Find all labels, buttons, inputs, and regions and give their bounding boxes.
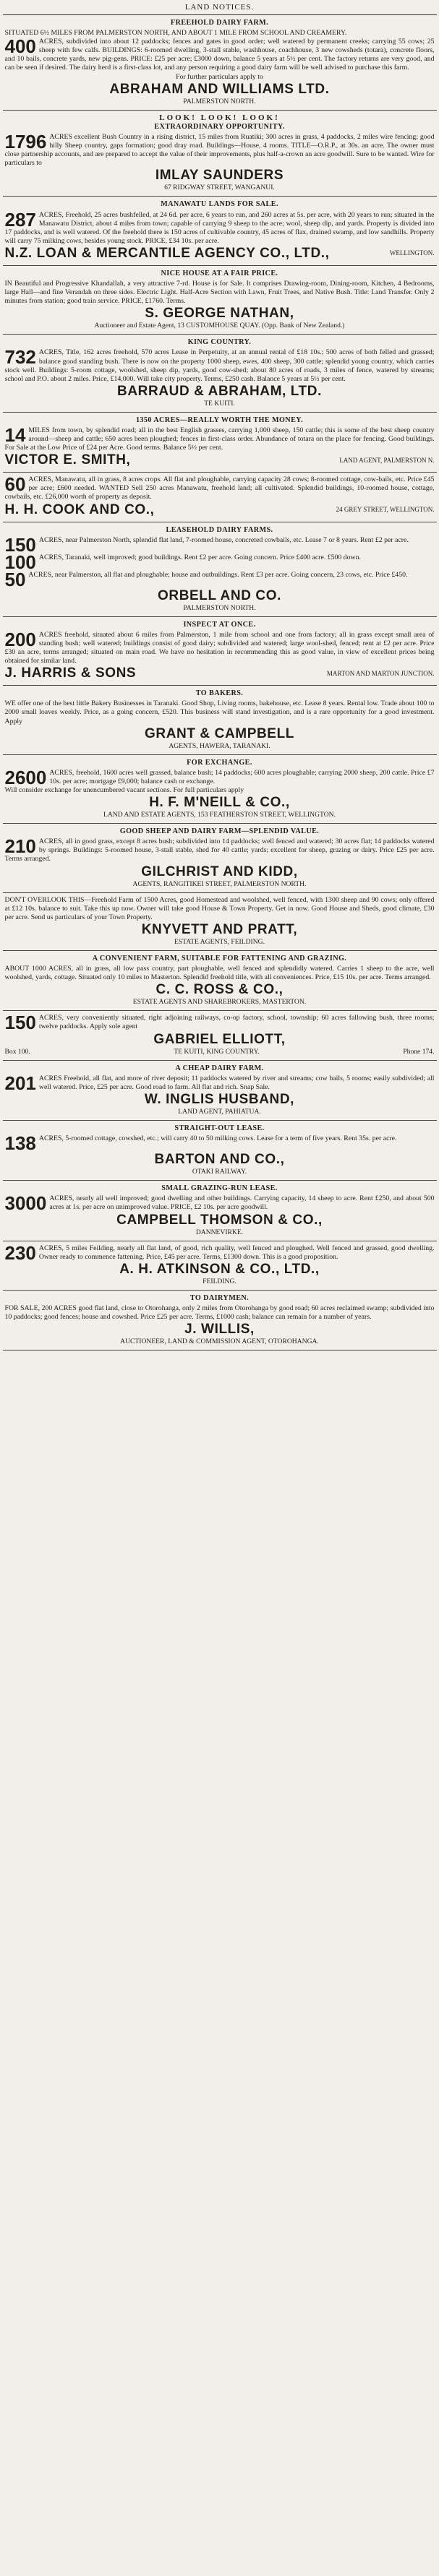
ad-firm-name: IMLAY SAUNDERS (155, 168, 284, 184)
ad-firm-name: ABRAHAM AND WILLIAMS LTD. (109, 81, 330, 97)
ad-acreage: 2600 (4, 766, 47, 788)
ad-body (5, 348, 435, 383)
ad-firm-name: H. F. M'NEILL & CO., (149, 795, 290, 811)
ad-header: FREEHOLD DAIRY FARM. (170, 19, 269, 27)
ad-body (4, 35, 435, 72)
ad-firm-location: MARTON AND MARTON JUNCTION. (326, 669, 435, 677)
ad-body (5, 475, 435, 501)
ad-header: A CONVENIENT FARM, SUITABLE FOR FATTENING AND GRAZING. (92, 955, 347, 962)
ad-body-text: ACRES, Freehold, 25 acres bushfelled, at 24 6d. per acre, 6 years to run, and 260 acres at 5s. per acre, with 20 years to run; situated in the Manawatu District, about 4 miles from town; capable of carrying 9 sheep to the acre; wool, sheep dip, and yards. Property is divided into 17 paddocks, and is well watered. Of the freehold there is 150 acres of cultivable country, 45 acres of flax, drained swamp, and low sandhills. Property will carry 75 milking cows, besides young stock. PRICE, £34 10s. per acre. (4, 210, 435, 245)
column-header: LAND NOTICES. (3, 3, 437, 15)
ad-acreage: 150 (4, 533, 36, 556)
ad-body (5, 837, 435, 863)
ad-acreage: 732 (4, 346, 36, 369)
ad-manawatu-sale (3, 197, 437, 265)
ad-body-text: DON'T OVERLOOK THIS—Freehold Farm of 1500 Acres, good Homestead and woolshed, well fenced, with 1300 sheep and 90 cows; only offered at £12 10s. balance to suit. Take this up now. Owner will take good House & Town Property. Get in now. Good House and Sheds, good climate, £30 per acre. Send us particulars of your Town Property. (4, 895, 435, 921)
ad-acreage: 1796 (4, 130, 47, 152)
ad-king-country-2 (3, 1011, 437, 1060)
ad-body-text: WE offer one of the best little Bakery Businesses in Taranaki. Good Shop, Living rooms, bakehouse, etc. Lease 8 years. Rental low. Trade about 100 to 2000 small loaves weekly. Price, as a going concern, £520. This business will stand investigation, and is a rare opportunity for a good investment. Apply (4, 699, 435, 725)
ad-firm-row (5, 452, 435, 468)
ad-body (5, 1304, 435, 1322)
ad-small-grazing (3, 1181, 437, 1241)
ad-body (5, 896, 435, 922)
ad-header: FOR EXCHANGE. (187, 758, 252, 767)
ad-address: 67 RIDGWAY STREET, WANGANUI. (164, 184, 275, 192)
ad-intro: SITUATED 6½ MILES FROM PALMERSTON NORTH, AND ABOUT 1 MILE FROM SCHOOL AND CREAMERY. (4, 29, 347, 38)
ad-firm-name: N.Z. LOAN & MERCANTILE AGENCY CO., LTD., (4, 245, 330, 261)
ad-firm-name: A. H. ATKINSON & CO., LTD., (119, 1261, 320, 1277)
ad-manawatu-crop (3, 473, 437, 522)
ad-dont-overlook (3, 893, 437, 951)
ad-body-text: ACRES Freehold, all flat, and more of river deposit; 11 paddocks watered by river and streams; cow bails, 5 rooms; easily subdivided; all well watered. Price, £25 per acre. Good road to farm. All flat and rich. Snap Sale. (38, 1074, 435, 1091)
ad-body (5, 699, 435, 725)
ad-firm-name: GILCHRIST AND KIDD, (141, 863, 298, 879)
ad-bakers (3, 686, 437, 754)
ad-header: INSPECT AT ONCE. (183, 620, 256, 629)
ad-header: A CHEAP DAIRY FARM. (175, 1064, 264, 1072)
ad-address: DANNEVIRKE. (195, 1228, 244, 1236)
ad-firm-name: BARTON AND CO., (154, 1152, 285, 1168)
ad-body-text: ACRES, very conveniently situated, right adjoining railways, co-op factory, school, township; 60 acres fallowing bush, three rooms; twelve paddocks. Apply sole agent (38, 1014, 435, 1031)
ad-body-extra: Will consider exchange for unencumbered vacant sections. For full particulars apply (4, 785, 244, 794)
ad-acreage: 50 (4, 568, 26, 590)
ad-contact-part: TE KUITI, KING COUNTRY. (174, 1047, 260, 1056)
ad-fattening (3, 951, 437, 1011)
ad-body-text: IN Beautiful and Progressive Khandallah, a very attractive 7-rd. House is for Sale. It comprises Drawing-room, Dining-room, Kitchen, 4 Bedrooms, large Hall—and fine Verandah on three sides. Electric Light. Half-Acre Section with Lawn, Fruit Trees, and Native Bush. Title: Land Transfer. Only 2 minutes from station; good train service. PRICE, £1760. Terms. (4, 279, 435, 306)
ad-firm-name: W. INGLIS HUSBAND, (144, 1091, 295, 1107)
ad-row (4, 533, 435, 556)
ad-firm-name: H. H. COOK AND CO., (4, 501, 155, 517)
ad-body-text: ACRES freehold, situated about 6 miles from Palmerston, 1 mile from school and one from factory; all in grass except small area of standing bush; well watered; buildings consist of good dairy; subdivided and watered; large wool-shed, fenced; rent at £2 per acre. Price £30 an acre, terms arranged; situated on main road. We have no hesitation in recommending this as good value, in view of excellent prices being obtained for similar land. (4, 630, 435, 665)
ad-acreage: 201 (4, 1072, 36, 1094)
ad-address: PALMERSTON NORTH. (183, 603, 256, 612)
ad-header: SMALL GRAZING-RUN LEASE. (161, 1184, 278, 1193)
ad-body (4, 766, 435, 788)
ad-header: EXTRAORDINARY OPPORTUNITY. (154, 122, 285, 131)
ad-body-text: ACRES, 5-roomed cottage, cowshed, etc.; will carry 40 to 50 milking cows. Lease for a term of five years. Rent 35s. per acre. (38, 1134, 397, 1143)
ad-acreage: 138 (4, 1132, 36, 1155)
ad-contact-part: Box 100. (4, 1047, 30, 1056)
ad-address: AUCTIONEER, LAND & COMMISSION AGENT, OTOROHANGA. (120, 1337, 319, 1346)
ad-firm-location: LAND AGENT, PALMERSTON N. (339, 456, 435, 464)
ad-firm-name: KNYVETT AND PRATT, (141, 921, 298, 937)
ad-header: TO BAKERS. (195, 689, 244, 698)
ad-firm-name: GABRIEL ELLIOTT, (153, 1031, 286, 1047)
ad-acreage: 230 (4, 1241, 36, 1264)
ad-row-text: ACRES, Taranaki, well improved; good buildings. Rent £2 per acre. Going concern. Price £400 acre. £500 down. (38, 553, 361, 561)
ad-acreage: 400 (4, 35, 36, 58)
ad-acreage: 287 (4, 208, 36, 231)
ad-contact: For further particulars apply to (176, 72, 263, 81)
ad-cheap-dairy (3, 1061, 437, 1121)
ad-body (4, 1132, 435, 1155)
ad-firm-name: S. GEORGE NATHAN, (145, 306, 294, 322)
ad-acreage: 200 (4, 628, 36, 650)
ad-address: TE KUITI. (204, 399, 235, 408)
ad-address: LAND AND ESTATE AGENTS, 153 FEATHERSTON STREET, WELLINGTON. (103, 811, 336, 819)
ad-nice-house (3, 266, 437, 335)
ad-body-text: ACRES, Manawatu, all in grass, 8 acres crops. All flat and ploughable, carrying capacity 28 cows; 8-roomed cottage, cow-bails, etc. Price £45 per acre; £600 needed. WANTED Sell 250 acres Manawatu, freehold land; all cultivated. Splendid buildings, 10-roomed house, cottage, cowbails, etc. £26,000 worth of property as deposit. (4, 475, 435, 501)
ad-dairymen (3, 1291, 437, 1351)
ad-exchange (3, 755, 437, 824)
ad-body-text: ACRES, freehold, 1600 acres well grassed, balance bush; 14 paddocks; 600 acres ploughable; carrying 2000 sheep, 200 cattle. Price £7 10s. per acre; mortgage £9,000; balance cash or exchange. (49, 768, 435, 785)
ad-firm-name: GRANT & CAMPBELL (145, 725, 294, 741)
ad-body-text: ACRES excellent Bush Country in a rising district, 15 miles from Ruatiki; 300 acres in grass, 4 paddocks, 2 miles wire fencing; good hilly Sheep country, gaps formation; good dray road. Buildings—House, 4 rooms. TITLE—O.R.P., at 30s. an acre. The owner must close partnership accounts, and are prepared to accept the value of their improvements, plus half-a-crown an acre goodwill. Sure to be wanted. Wire for particulars to (4, 132, 435, 168)
ad-firm-name: ORBELL AND CO. (158, 587, 281, 603)
ad-header: 1350 ACRES—REALLY WORTH THE MONEY. (135, 415, 304, 424)
ad-address: FEILDING. (203, 1277, 236, 1285)
ad-body-text: ABOUT 1000 ACRES, all in grass, all low pass country, part ploughable, well fenced and splendidly watered. Carries 1 sheep to the acre, well woolshed, yards, cottage. Situated only 10 miles to Masterton. Splendid freehold title, with all conveniences. Price, £15 10s. per acre. Terms arranged. (4, 965, 435, 982)
ad-king-country (3, 335, 437, 413)
ad-header: STRAIGHT-OUT LEASE. (174, 1124, 265, 1133)
ad-acreage: 60 (4, 473, 26, 496)
ad-firm-name: BARRAUD & ABRAHAM, LTD. (117, 383, 322, 399)
ad-header: LEASEHOLD DAIRY FARMS. (166, 525, 273, 534)
ad-body-text: ACRES, subdivided into about 12 paddocks; fences and gates in good order; well watered by permanent creeks; carrying 55 cows; 25 sheep with few calfs. BUILDINGS: 6-roomed dwelling, 3-stall stable, washhouse, coachhouse, 3 new cowsheds (totara), concrete floors, and 10 bails, concrete yards, new pig-gens. PRICE: £25 per acre; £3000 down, balance 5 years at 5½ per cent. The factory returns are very good, and can be seen if desired. The dairy herd is a first-class lot, and any person requiring a good dairy farm will be well advised to purchase this farm. (4, 38, 435, 72)
ad-address: Auctioneer and Estate Agent, 13 CUSTOMHOUSE QUAY. (Opp. Bank of New Zealand.) (94, 322, 345, 330)
ad-body (4, 130, 435, 168)
ad-firm-name: VICTOR E. SMITH, (4, 452, 131, 468)
ad-firm-row (5, 502, 435, 518)
ad-body (4, 1012, 435, 1034)
ad-address: LAND AGENT, PAHIATUA. (178, 1107, 261, 1116)
ad-body-text: ACRES, Title, 162 acres freehold, 570 acres Lease in Perpetuity, at an annual rental of £18 10s.; 500 acres of both felled and grassed; balance good standing bush. There is now on the property 1000 sheep, ewes, 400 sheep, 300 cattle; splendid young country, which carries stock well. Buildings: 5-room cottage, woolshed, sheep dip, yards, good cow-shed; about 80 acres of roads, 3 miles of fence, watered by streams; school and P.O. about 2 miles. Price, £14,000. Will take city property. Terms, £250 cash. Balance 5 years at 5½ per cent. (4, 348, 435, 383)
ad-acreage: 3000 (4, 1192, 47, 1215)
ad-header: KING COUNTRY. (187, 338, 252, 347)
land-notices-column (3, 0, 437, 1351)
ad-address: PALMERSTON NORTH. (183, 97, 256, 105)
ad-header: GOOD SHEEP AND DAIRY FARM—SPLENDID VALUE. (119, 827, 320, 836)
ad-acreage: 150 (4, 1012, 36, 1034)
ad-acreage: 100 (4, 551, 36, 573)
ad-row (4, 551, 435, 573)
ad-address: ESTATE AGENTS, FEILDING. (174, 937, 265, 946)
ad-acreage: 210 (4, 835, 36, 858)
ad-header: MANAWATU LANDS FOR SALE. (161, 200, 278, 209)
ad-feilding-farm (3, 1241, 437, 1291)
ad-sheep-dairy (3, 824, 437, 892)
ad-body (5, 426, 435, 452)
ad-body (5, 1074, 435, 1092)
ad-worth-money (3, 413, 437, 473)
ad-firm-name: C. C. ROSS & CO., (155, 982, 284, 998)
ad-address: AGENTS, HAWERA, TARANAKI. (169, 741, 270, 750)
ad-leasehold-dairy (3, 522, 437, 617)
ad-straight-lease (3, 1121, 437, 1181)
ad-header: TO DAIRYMEN. (189, 1293, 250, 1302)
ad-address: ESTATE AGENTS AND SHAREBROKERS, MASTERTON. (132, 998, 307, 1007)
ad-body-text: FOR SALE, 200 ACRES good flat land, close to Otorohanga, only 2 miles from Otorohanga by good road; 60 acres reclaimed swamp; subdivided into 10 paddocks; good fences; house and cowshed. Price £25 per acre. Terms, £1000 cash; balance can remain for a number of years. (4, 1304, 435, 1322)
ad-look (3, 111, 437, 197)
ad-address: AGENTS, RANGITIKEI STREET, PALMERSTON NORTH. (132, 879, 307, 888)
look-banner: LOOK! LOOK! LOOK! (159, 113, 280, 122)
ad-firm-location: 24 GREY STREET, WELLINGTON. (336, 506, 435, 514)
ad-body-text: ACRES, nearly all well improved; good dwelling and other buildings. Carrying capacity, 14 sheep to acre. Rent £250, and about 500 acres at 1s. per acre on unimproved value. PRICE, £2 10s. per acre goodwill. (49, 1194, 435, 1212)
ad-firm-name: J. WILLIS, (184, 1322, 255, 1337)
ad-body (4, 1192, 435, 1215)
ad-body (4, 628, 435, 665)
ad-firm-location: WELLINGTON. (389, 249, 435, 257)
ad-acreage: 14 (4, 424, 26, 446)
ads-list (3, 15, 437, 1351)
ad-header: NICE HOUSE AT A FAIR PRICE. (161, 269, 278, 277)
ad-body-text: ACRES, 5 miles Feilding, nearly all flat land, of good, rich quality, well fenced and ploughed. Well fenced and grassed, good dwelling. Owner ready to commence fattening. Price, £45 per acre. Terms, £1300 down. This is a good proposition. (38, 1244, 435, 1261)
ad-body (4, 1241, 435, 1264)
ad-address: OTAKI RAILWAY. (192, 1168, 247, 1176)
ad-contact-part: Phone 174. (403, 1047, 435, 1056)
ad-body (4, 208, 435, 246)
ad-body-text: MILES from town, by splendid road; all in the best English grasses, carrying 1,000 sheep, 150 cattle; this is some of the best sheep country around—sheep and cattle; 650 acres been ploughed; fences in first-class order. Abundance of totara on the place for fencing. Good buildings. For Sale at the Low Price of £24 per Acre. Good terms. Balance 5½ per cent. (4, 426, 435, 452)
ad-freehold-dairy (3, 15, 437, 111)
ad-row (4, 568, 435, 590)
ad-inspect (3, 617, 437, 686)
ad-firm-row (5, 665, 435, 681)
ad-body (5, 280, 435, 306)
ad-contact-row (5, 1048, 435, 1056)
ad-row-text: ACRES, near Palmerston, all flat and ploughable; house and outbuildings. Rent £3 per acre. Going concern, 23 cows, etc. Price £450. (28, 570, 408, 579)
ad-firm-name: J. HARRIS & SONS (4, 665, 137, 681)
ad-row-text: ACRES, near Palmerston North, splendid flat land, 7-roomed house, concreted cowbails, etc. Lease 7 or 8 years. Rent £2 per acre. (38, 535, 409, 544)
ad-firm-row (5, 246, 435, 262)
ad-firm-name: CAMPBELL THOMSON & CO., (116, 1212, 323, 1228)
ad-body (5, 965, 435, 982)
ad-body-text: ACRES, all in good grass, except 8 acres bush; subdivided into 14 paddocks; well fenced and watered; 30 acres flat; 14 paddocks watered by springs. Buildings: 5-roomed house, 3-stall stable, shed for 40 cattle; yards; excellent for sheep, grazing or dairy. Price £25 per acre. Terms arranged. (4, 837, 435, 863)
